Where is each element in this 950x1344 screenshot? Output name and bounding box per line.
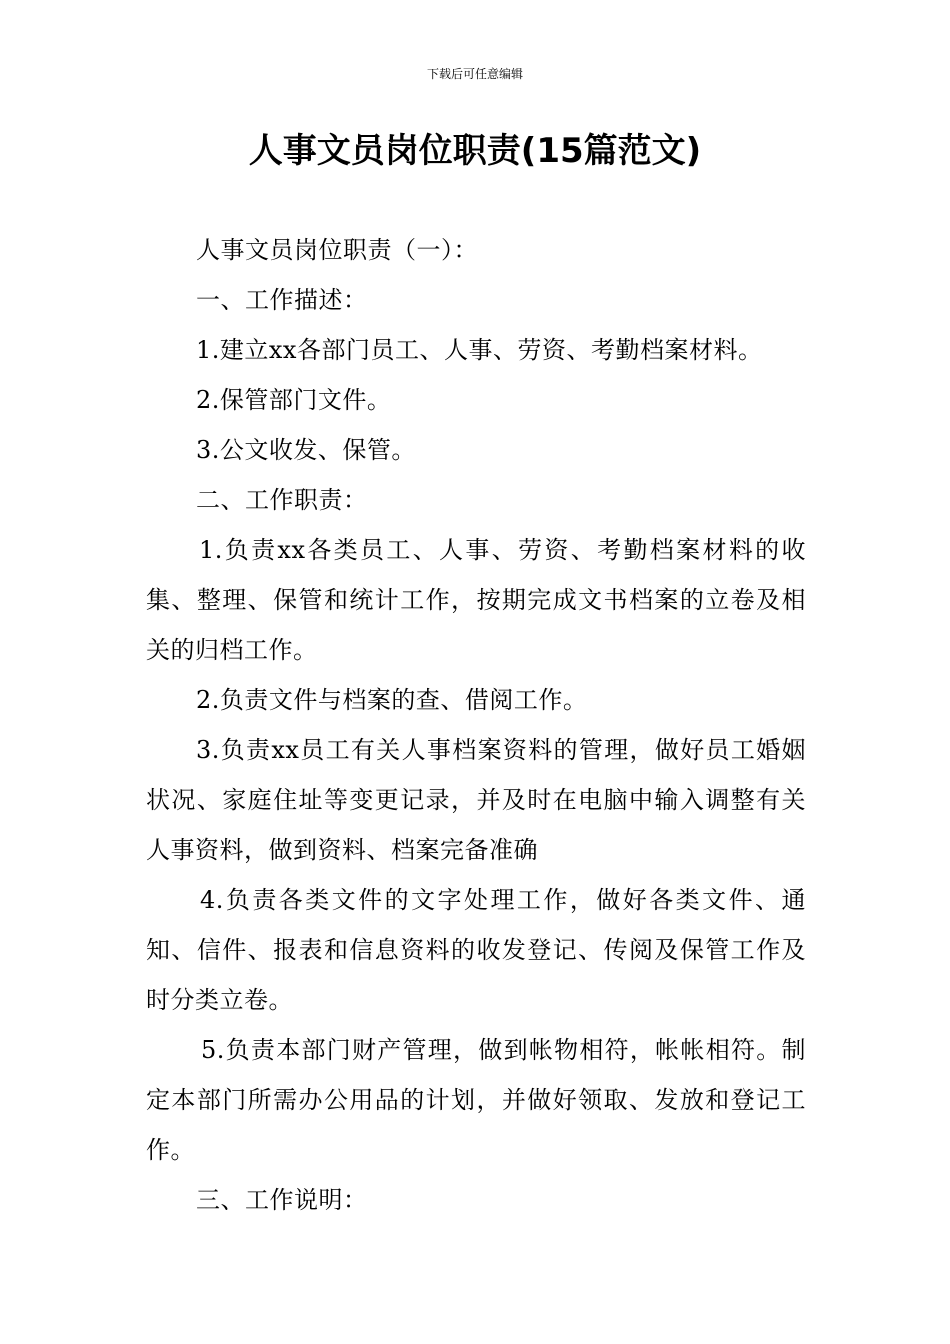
paragraph: 1.负责xx各类员工、人事、劳资、考勤档案材料的收集、整理、保管和统计工作，按期完成文书档案的立卷及相关的归档工作。 (146, 536, 806, 664)
subheading-work-notes: 三、工作说明： (196, 1186, 368, 1214)
document-body (146, 225, 806, 1225)
header-note: 下载后可任意编辑 (426, 67, 523, 81)
section-heading-1: 人事文员岗位职责（一）： (196, 236, 478, 264)
paragraph: 3.负责xx员工有关人事档案资料的管理，做好员工婚姻状况、家庭住址等变更记录，并及时在电脑中输入调整有关人事资料，做到资料、档案完备准确 (146, 736, 806, 864)
document-title: 人事文员岗位职责(15篇范文) (248, 131, 702, 171)
subheading-work-duties: 二、工作职责： (196, 486, 368, 514)
subheading-work-description: 一、工作描述： (196, 286, 368, 314)
paragraph: 5.负责本部门财产管理，做到帐物相符，帐帐相符。制定本部门所需办公用品的计划，并做好领取、发放和登记工作。 (146, 1036, 806, 1164)
paragraph: 1.建立xx各部门员工、人事、劳资、考勤档案材料。 (196, 336, 763, 364)
paragraph: 2.保管部门文件。 (196, 386, 392, 414)
paragraph: 2.负责文件与档案的查、借阅工作。 (196, 686, 588, 714)
paragraph: 3.公文收发、保管。 (196, 436, 416, 464)
paragraph: 4.负责各类文件的文字处理工作，做好各类文件、通知、信件、报表和信息资料的收发登记、传阅及保管工作及时分类立卷。 (146, 886, 806, 1014)
